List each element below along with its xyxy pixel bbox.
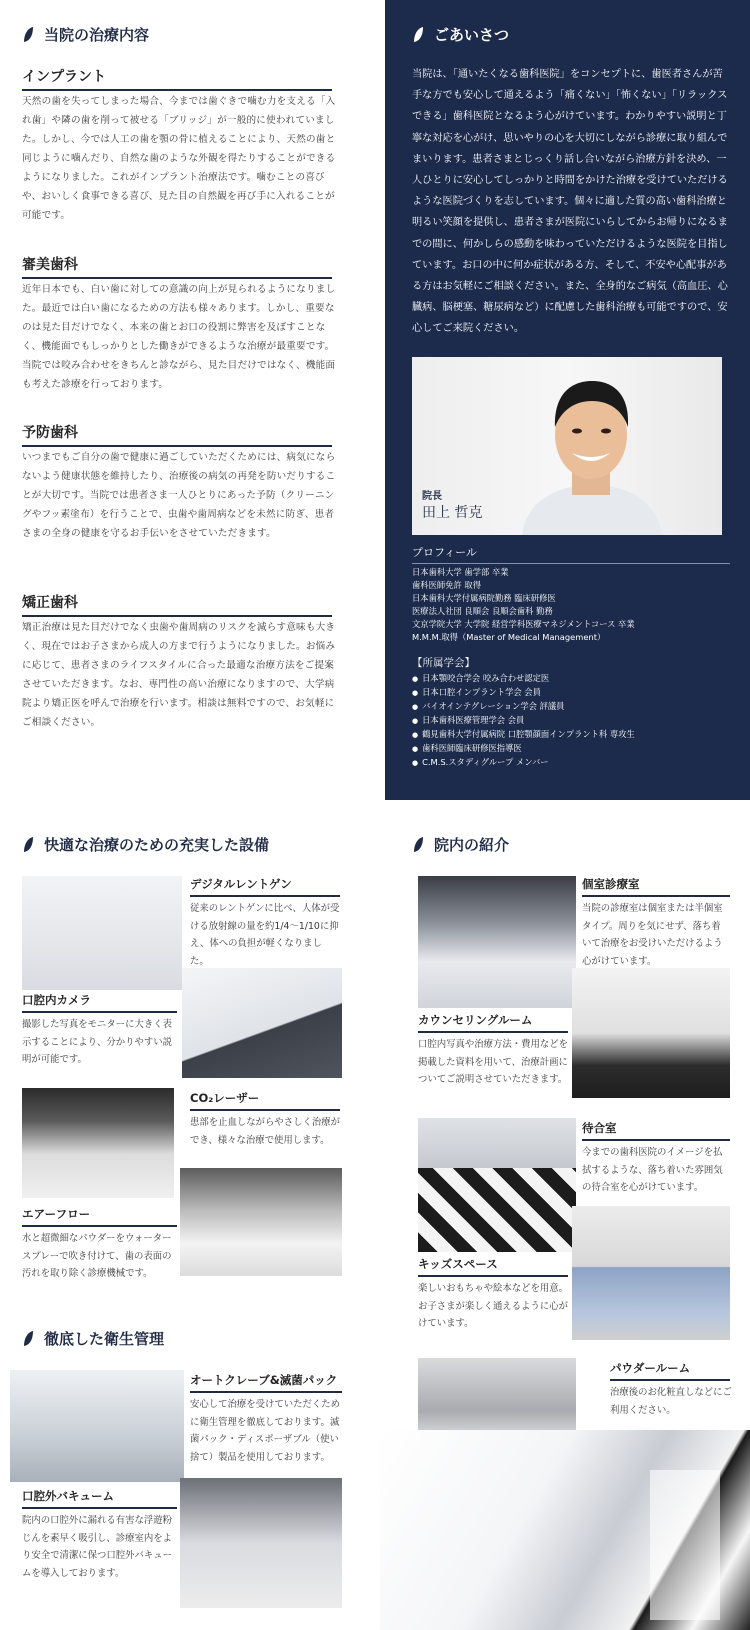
interior-heading: 院内の紹介 [412,834,509,855]
airflow-title: エアーフロー [22,1206,177,1227]
leaf-icon [412,26,424,44]
profile-list [412,566,732,644]
autoclave-title: オートクレーブ&滅菌パック [190,1372,342,1393]
airflow-photo [180,1168,342,1276]
society-item: ● 日本顎咬合学会 咬み合わせ認定医 [412,672,732,686]
vacuum-title: 口腔外バキューム [22,1488,177,1509]
preventive-title: 予防歯科 [22,422,332,447]
camera-text: 撮影した写真をモニターに大きく表示することにより、分かりやすい説明が可能です。 [22,1019,173,1065]
profile-item: 日本歯科大学 歯学部 卒業 [412,567,509,577]
leaf-icon [412,836,424,854]
private-room-title: 個室診療室 [582,876,730,897]
laser-photo [22,1088,174,1198]
implant-text: 天然の歯を失ってしまった場合、今までは歯ぐきで噛む力を支える「入れ歯」や隣の歯を削って被せる「ブリッジ」が一般的に使われていました。しかし、今では人工の歯を顎の骨に植えることにより、天然の歯と同じように噛んだり、自然な歯のような外観を得たりすることができるようになりました。これがインプラント治療法です。噛むことの喜びや、おいしく食事できる喜び、見た目の自然観を再び手に入れることが可能です。 [22,96,336,221]
leaf-icon [22,836,34,854]
greeting-heading: ごあいさつ [412,24,509,45]
profile-item: 医療法人社団 良順会 良順会歯科 勤務 [412,606,553,616]
preventive-text: いつまでもご自分の歯で健康に過ごしていただくためには、病気にならないよう健康状態を維持したり、治療後の病気の再発を防いだりすることが大切です。当院では患者さま一人ひとりにあった予防（クリーニングやフッ素塗布）を行うことで、虫歯や歯周病などを未然に防ぎ、患者さまの全身の健康を守るお手伝いをさせていただきます。 [22,452,336,539]
xray-photo [22,876,182,990]
director-name: 田上 哲克 [422,505,483,521]
waiting-room-photo [418,1118,576,1168]
kids-space-photo [572,1206,730,1340]
societies-heading: 【所属学会】 [412,657,475,669]
camera-photo [182,968,342,1078]
laser-title: CO₂レーザー [190,1090,340,1111]
counseling-photo [572,968,730,1098]
profile-item: 日本歯科大学付属病院勤務 臨床研修医 [412,593,556,603]
counseling-title: カウンセリングルーム [418,1012,568,1033]
waiting-room-title: 待合室 [582,1120,730,1141]
private-room-photo [418,876,576,1008]
implant-title: インプラント [22,66,332,91]
ortho-title: 矯正歯科 [22,592,332,617]
kids-space-title: キッズスペース [418,1256,568,1277]
society-item: ● 日本口腔インプラント学会 会員 [412,686,732,700]
autoclave-photo [10,1370,184,1482]
autoclave-text: 安心して治療を受けていただくために衛生管理を徹底しております。滅菌パック・ディスポーザブル（使い捨て）製品を使用しております。 [190,1399,341,1463]
ortho-text: 矯正治療は見た目だけでなく虫歯や歯周病のリスクを減らす意味も大きく、現在ではお子さまから成人の方まで行うようになりました。お悩みに応じて、患者さまのライフスタイルに合った最適な治療方法をご提案させていただきます。なお、専門性の高い治療になりますので、大学病院より矯正医を呼んで治療を行います。相談は無料ですので、お気軽にご相談ください。 [22,622,336,728]
waiting-room-floor [418,1168,576,1252]
vacuum-photo [180,1478,342,1608]
society-item: ● 歯科医師臨床研修医指導医 [412,742,732,756]
waiting-room-text: 今までの歯科医院のイメージを払拭するような、落ち着いた雰囲気の待合室を心がけています。 [582,1147,723,1193]
profile-item: M.M.M.取得（Master of Medical Management） [412,632,606,642]
private-room-text: 当院の診療室は個室または半個室タイプ。周りを気にせず、落ち着いて治療をお受けいただけるよう心がけています。 [582,903,723,967]
greeting-text: 当院は、「通いたくなる歯科医院」をコンセプトに、歯医者さんが苦手な方でも安心して通えるよう「痛くない」「怖くない」「リラックスできる」歯科医院となるよう心がけています。わかりやすい説明と丁寧な対応を心がけ、思いやりの心を大切にしながら診療に取り組んでまいります。患者さまとじっくり話し合いながら治療方針を決め、一人ひとりに安心してしっかりと時間をかけた治療を受けていただけるような医院づくりを志しています。個々に適した質の高い歯科治療と明るい笑顔を提供し、患者さまが医院にいらしてからお帰りになるまでの間に、何かしらの感動を味わっていただけるような医院を目指しています。お口の中に何か症状がある方、そして、不安や心配事がある方はお気軽にご相談ください。また、全身的なご病気（高血圧、心臓病、脳梗塞、糖尿病など）に配慮した歯科治療も可能ですので、安心してご来院ください。 [412,69,728,335]
corridor-photo [380,1430,750,1630]
director-role: 院長 [422,491,442,502]
cosmetic-text: 近年日本でも、白い歯に対しての意識の向上が見られるようになりました。最近では白い歯になるための方法も様々あります。しかし、重要なのは見た目だけでなく、本来の歯とお口の役割に弊害を及ぼすことなく、機能面でもしっかりとした働きができるような治療が最重要です。当院では咬み合わせをきちんと診ながら、見た目だけではなく、機能面も考えた診療を行っております。 [22,284,336,390]
powder-room-title: パウダールーム [610,1360,730,1381]
leaf-icon [22,1330,34,1348]
powder-room-text: 治療後のお化粧直しなどにご利用ください。 [610,1387,732,1416]
equipment-heading: 快適な治療のための充実した設備 [22,834,269,855]
airflow-text: 水と超微細なパウダーをウォータースプレーで吹き付けて、歯の表面の汚れを取り除く診療機械です。 [22,1233,172,1279]
society-item: ● 鶴見歯科大学付属病院 口腔顎顔面インプラント科 専攻生 [412,728,732,742]
leaf-icon [22,26,34,44]
societies-list [412,672,732,770]
hygiene-heading: 徹底した衛生管理 [22,1328,164,1349]
profile-item: 文京学院大学 大学院 経営学科医療マネジメントコース 卒業 [412,619,635,629]
director-photo [412,357,722,535]
profile-item: 歯科医師免許 取得 [412,580,482,590]
laser-text: 患部を止血しながらやさしく治療ができ、様々な治療で使用します。 [190,1117,341,1146]
society-item: ● バイオインテグレーション学会 評議員 [412,700,732,714]
society-item: ● 日本歯科医療管理学会 会員 [412,714,732,728]
xray-text: 従来のレントゲンに比べ、人体が受ける放射線の量を約1/4〜1/10に抑え、体への負担が軽くなりました。 [190,903,340,967]
society-item: ● C.M.S.スタディグループ メンバー [412,756,732,770]
profile-heading: プロフィール [412,544,730,564]
xray-title: デジタルレントゲン [190,876,340,897]
kids-space-text: 楽しいおもちゃや絵本などを用意。お子さまが楽しく通えるように心がけています。 [418,1283,569,1329]
counseling-text: 口腔内写真や治療方法・費用などを掲載した資料を用いて、治療計画についてご説明させていただきます。 [418,1039,569,1085]
camera-title: 口腔内カメラ [22,992,177,1013]
treatments-heading: 当院の治療内容 [22,24,149,45]
vacuum-text: 院内の口腔外に漏れる有害な浮遊粉じんを素早く吸引し、診療室内をより安全で清潔に保つ口腔外バキュームを導入しております。 [22,1515,173,1579]
cosmetic-title: 審美歯科 [22,254,332,279]
